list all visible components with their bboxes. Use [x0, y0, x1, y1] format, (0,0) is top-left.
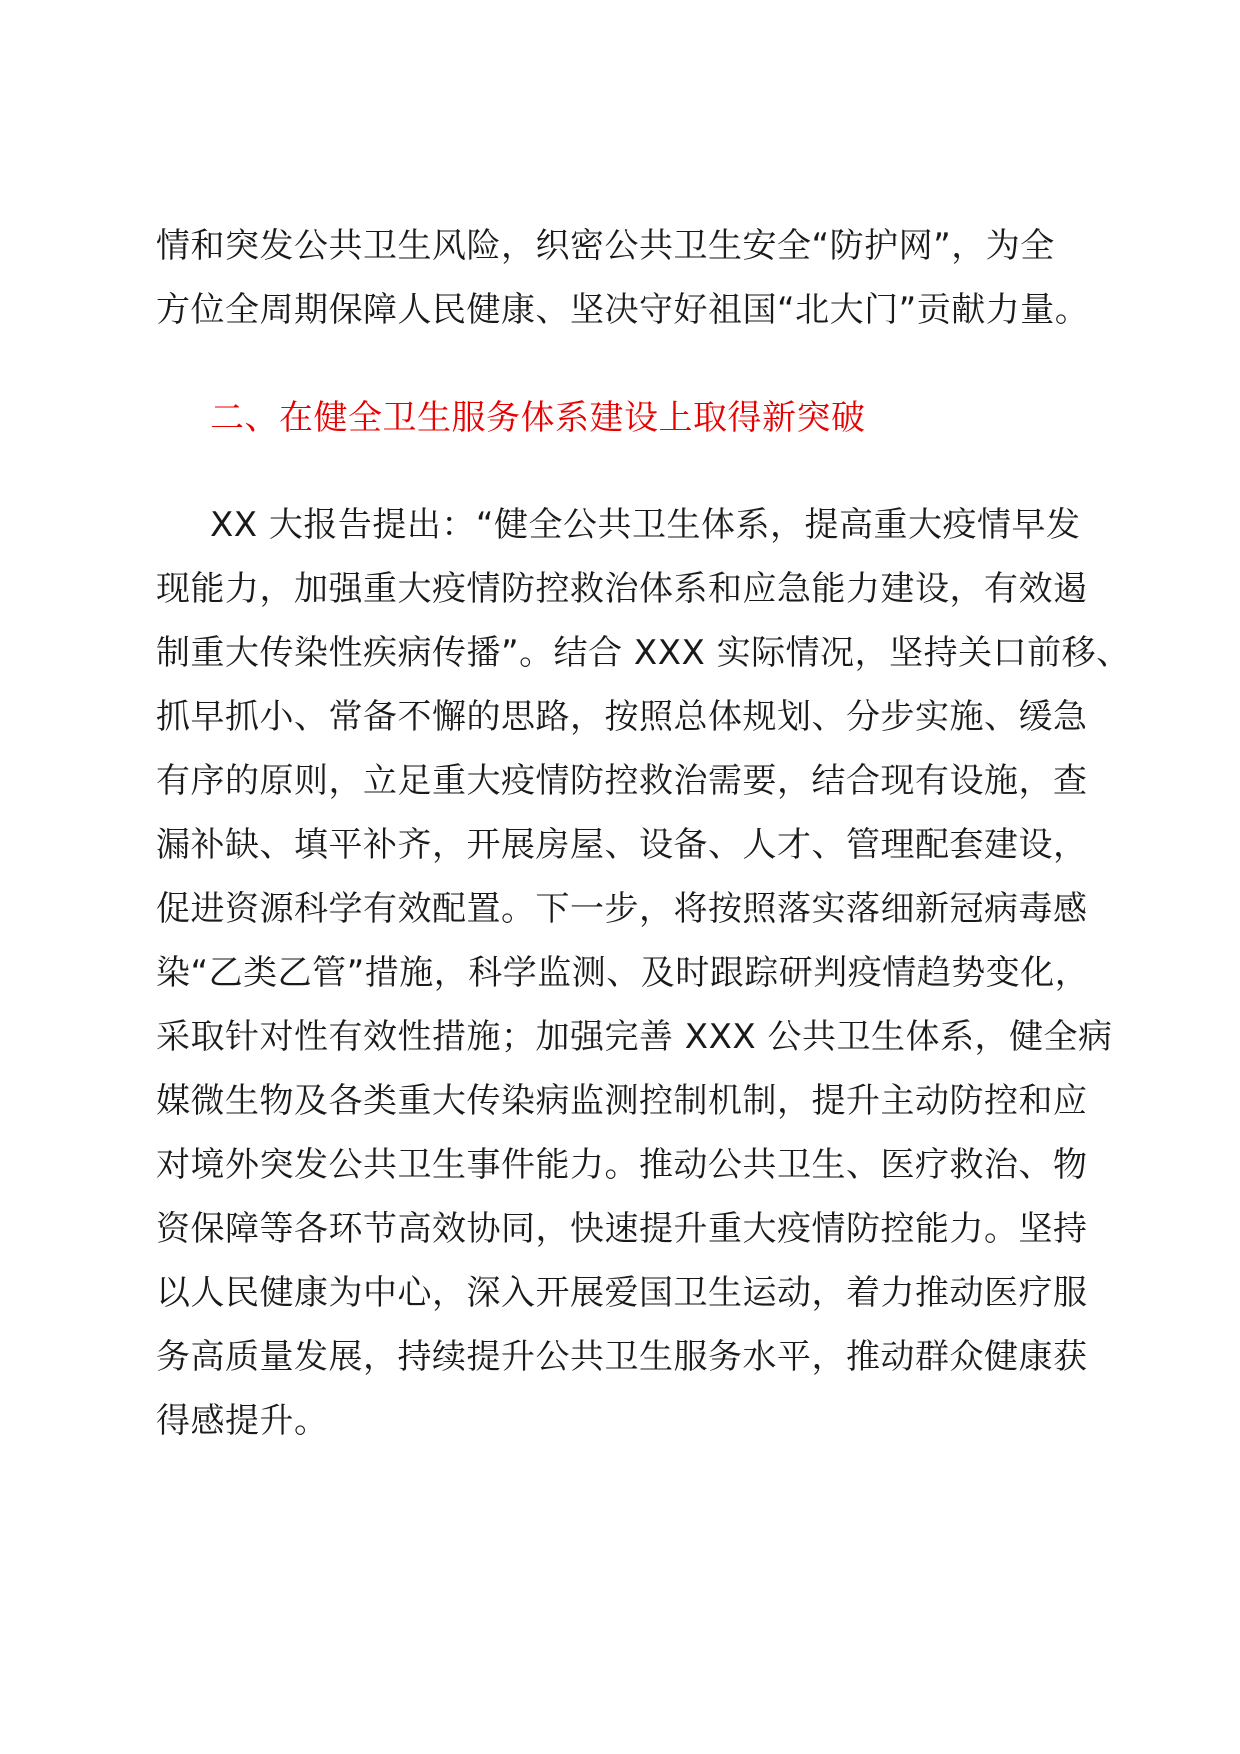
body-line-1: XX 大报告提出：“健全公共卫生体系，提高重大疫情早发	[210, 505, 1081, 545]
body-line-9: 采取针对性有效性措施；加强完善 XXX 公共卫生体系，健全病	[156, 1017, 1113, 1057]
intro-line-2: 方位全周期保障人民健康、坚决守好祖国“北大门”贡献力量。	[156, 290, 1090, 330]
intro-line-1: 情和突发公共卫生风险，织密公共卫生安全“防护网”，为全	[156, 226, 1055, 266]
body-line-7: 促进资源科学有效配置。下一步，将按照落实落细新冠病毒感	[156, 889, 1088, 929]
body-line-3: 制重大传染性疾病传播”。结合 XXX 实际情况，坚持关口前移、	[156, 633, 1131, 673]
body-line-2: 现能力，加强重大疫情防控救治体系和应急能力建设，有效遏	[156, 569, 1088, 609]
body-line-13: 以人民健康为中心，深入开展爱国卫生运动，着力推动医疗服	[156, 1273, 1088, 1313]
body-line-6: 漏补缺、填平补齐，开展房屋、设备、人才、管理配套建设，	[156, 825, 1088, 865]
body-line-8: 染“乙类乙管”措施，科学监测、及时跟踪研判疫情趋势变化，	[156, 953, 1090, 993]
body-line-5: 有序的原则，立足重大疫情防控救治需要，结合现有设施，查	[156, 761, 1088, 801]
body-line-10: 媒微生物及各类重大传染病监测控制机制，提升主动防控和应	[156, 1081, 1088, 1121]
body-line-4: 抓早抓小、常备不懈的思路，按照总体规划、分步实施、缓急	[156, 697, 1088, 737]
body-line-12: 资保障等各环节高效协同，快速提升重大疫情防控能力。坚持	[156, 1209, 1088, 1249]
body-line-11: 对境外突发公共卫生事件能力。推动公共卫生、医疗救治、物	[156, 1145, 1088, 1185]
body-line-14: 务高质量发展，持续提升公共卫生服务水平，推动群众健康获	[156, 1337, 1088, 1377]
body-line-15: 得感提升。	[156, 1401, 329, 1441]
section-heading: 二、在健全卫生服务体系建设上取得新突破	[210, 398, 866, 438]
